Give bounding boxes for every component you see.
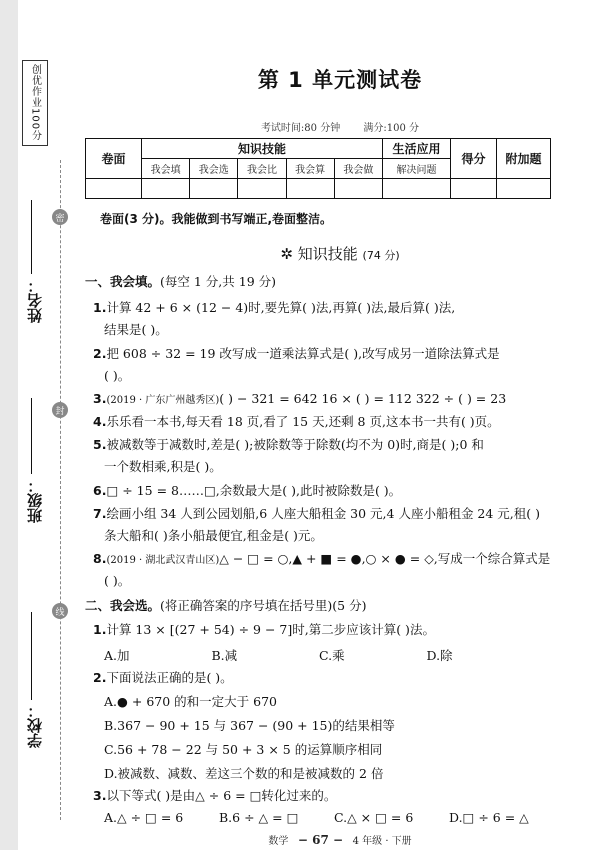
brand-text: 创优作业100分	[29, 64, 41, 142]
school-field[interactable]	[31, 612, 32, 700]
q1-5: 5.被减数等于减数时,差是( );被除数等于除数(均不为 0)时,商是( );0 和	[93, 437, 484, 452]
q2-2-option-a[interactable]: A.● + 670 的和一定大于 670	[104, 694, 277, 709]
q1-7-cont: 条大船和( )条小船最便宜,租金是( )元。	[104, 528, 323, 543]
score-cell[interactable]	[383, 179, 451, 199]
exam-time: 考试时间:80 分钟	[260, 123, 341, 134]
section-points: (74 分)	[362, 249, 400, 262]
neatness-note: 卷面(3 分)。我能做到书写端正,卷面整洁。	[100, 212, 333, 226]
name-field[interactable]	[31, 200, 32, 274]
q1-8-cont: ( )。	[104, 573, 131, 588]
q2-1: 1.计算 13 × [(27 + 54) ÷ 9 − 7]时,第二步应该计算( )法。	[93, 622, 435, 637]
q1-1-cont: 结果是( )。	[104, 322, 168, 337]
seal-dashed-line	[60, 160, 61, 820]
brand-box	[22, 60, 48, 146]
section-title: 知识技能	[297, 245, 358, 263]
class-label: 班级：	[26, 478, 44, 523]
part1-heading: 一、我会填。(每空 1 分,共 19 分)	[85, 274, 276, 289]
score-cell[interactable]	[286, 179, 334, 199]
q2-1-options	[104, 646, 534, 664]
option-a[interactable]: A.加	[104, 648, 130, 663]
col-bonus: 附加题	[497, 139, 551, 179]
q1-2: 2.把 608 ÷ 32 = 19 改写成一道乘法算式是( ),改写成另一道除法算式是	[93, 346, 500, 361]
q2-2: 2.下面说法正确的是( )。	[93, 670, 233, 685]
part2-heading: 二、我会选。(将正确答案的序号填在括号里)(5 分)	[85, 598, 367, 613]
footer-subject: 数学	[268, 836, 289, 847]
q1-1: 1.计算 42 + 6 × (12 − 4)时,要先算( )法,再算( )法,最后算( )法,	[93, 300, 456, 315]
option-c[interactable]: C.乘	[319, 648, 345, 663]
q1-2-cont: ( )。	[104, 368, 131, 383]
page-footer	[90, 832, 590, 847]
flower-icon: ✲	[280, 245, 293, 263]
col-compare: 我会比	[238, 159, 286, 179]
option-b[interactable]: B.6 ÷ △ = □	[219, 810, 299, 825]
col-fill: 我会填	[142, 159, 190, 179]
q1-6: 6.□ ÷ 15 = 8……□,余数最大是( ),此时被除数是( )。	[93, 483, 402, 498]
col-choose: 我会选	[190, 159, 238, 179]
q2-2-option-b[interactable]: B.367 − 90 + 15 与 367 − (90 + 15)的结果相等	[104, 718, 395, 733]
seal-mark-mi: 密	[52, 209, 68, 225]
q2-3-options	[104, 810, 564, 825]
q1-7: 7.绘画小组 34 人到公园划船,6 人座大船租金 30 元,4 人座小船租金 24 元,租( )	[93, 506, 541, 521]
col-solve: 解决问题	[383, 159, 451, 179]
group-life: 生活应用	[383, 139, 451, 159]
school-label: 学校：	[26, 703, 44, 748]
q2-2-option-c[interactable]: C.56 + 78 − 22 与 50 + 3 × 5 的运算顺序相同	[104, 742, 383, 757]
col-do: 我会做	[334, 159, 382, 179]
q2-3: 3.以下等式( )是由△ ÷ 6 = □转化过来的。	[93, 788, 337, 803]
score-table	[85, 138, 551, 199]
group-skills: 知识技能	[142, 139, 383, 159]
q1-5-cont: 一个数相乘,积是( )。	[104, 459, 222, 474]
col-neat: 卷面	[86, 139, 142, 179]
option-a[interactable]: A.△ ÷ □ = 6	[104, 810, 184, 825]
score-cell[interactable]	[238, 179, 286, 199]
binding-strip	[0, 0, 18, 850]
score-cell[interactable]	[142, 179, 190, 199]
q1-3: 3.(2019 · 广东广州越秀区)( ) − 321 = 642 16 × ( ) = 112 322 ÷ ( ) = 23	[93, 391, 507, 406]
q1-8: 8.(2019 · 湖北武汉青山区)△ − □ = ○,▲ + ■ = ●,○ × ● = ◇,写成一个综合算式是	[93, 551, 551, 566]
score-cell[interactable]	[190, 179, 238, 199]
name-label: 姓名：	[26, 278, 44, 323]
page-title: 第 1 单元测试卷	[257, 68, 423, 92]
col-score: 得分	[451, 139, 497, 179]
score-cell[interactable]	[497, 179, 551, 199]
q1-4: 4.乐乐看一本书,每天看 18 页,看了 15 天,还剩 8 页,这本书一共有( )页。	[93, 414, 500, 429]
col-calc: 我会算	[286, 159, 334, 179]
seal-mark-feng: 封	[52, 402, 68, 418]
footer-grade: 4 年级 · 下册	[352, 836, 412, 847]
score-cell[interactable]	[334, 179, 382, 199]
seal-mark-xian: 线	[52, 603, 68, 619]
score-cell[interactable]	[86, 179, 142, 199]
option-d[interactable]: D.□ ÷ 6 = △	[449, 810, 529, 825]
score-cell[interactable]	[451, 179, 497, 199]
exam-info	[90, 119, 590, 134]
q2-2-option-d[interactable]: D.被减数、减数、差这三个数的和是被减数的 2 倍	[104, 766, 384, 781]
class-field[interactable]	[31, 398, 32, 474]
option-c[interactable]: C.△ × □ = 6	[334, 810, 414, 825]
option-d[interactable]: D.除	[426, 648, 453, 663]
option-b[interactable]: B.减	[211, 648, 238, 663]
page-number: − 67 −	[297, 833, 344, 847]
section-heading	[90, 243, 590, 264]
full-score: 满分:100 分	[363, 123, 420, 134]
